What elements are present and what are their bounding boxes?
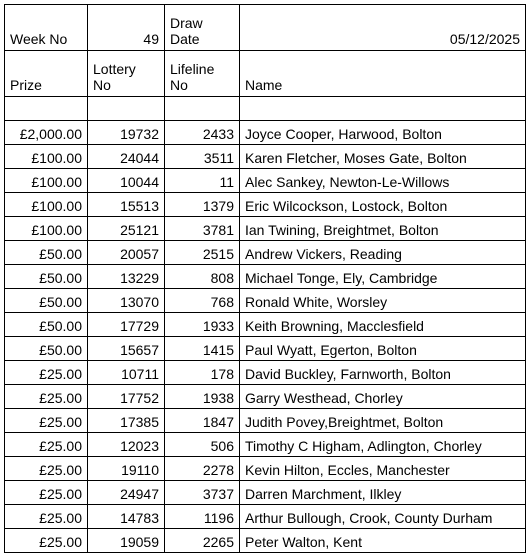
table-row: [5, 193, 526, 217]
prize-cell: £25.00: [5, 481, 88, 505]
lottery-no-cell: 10711: [88, 361, 165, 385]
prize-cell: £100.00: [5, 217, 88, 241]
name-cell: Alec Sankey, Newton-Le-Willows: [240, 169, 526, 193]
prize-cell: £100.00: [5, 145, 88, 169]
name-cell: Joyce Cooper, Harwood, Bolton: [240, 121, 526, 145]
lottery-header-line-1: Lottery: [93, 61, 136, 77]
name-cell: David Buckley, Farnworth, Bolton: [240, 361, 526, 385]
draw-date-value: 05/12/2025: [240, 5, 526, 51]
name-cell: Peter Walton, Kent: [240, 529, 526, 553]
name-cell: Andrew Vickers, Reading: [240, 241, 526, 265]
lifeline-no-cell: 2278: [165, 457, 240, 481]
header-row-columns: [5, 51, 526, 97]
draw-date-label-line-2: Date: [170, 31, 200, 47]
name-cell: Eric Wilcockson, Lostock, Bolton: [240, 193, 526, 217]
lifeline-no-cell: 2433: [165, 121, 240, 145]
prize-cell: £25.00: [5, 433, 88, 457]
lifeline-header-line-1: Lifeline: [170, 61, 215, 77]
lottery-no-cell: 20057: [88, 241, 165, 265]
table-row: [5, 289, 526, 313]
lifeline-no-cell: 1933: [165, 313, 240, 337]
lottery-no-cell: 13229: [88, 265, 165, 289]
lottery-no-cell: 25121: [88, 217, 165, 241]
prize-cell: £50.00: [5, 313, 88, 337]
table-row: [5, 313, 526, 337]
results-table: [4, 4, 526, 553]
lifeline-no-cell: 1847: [165, 409, 240, 433]
lifeline-no-cell: 506: [165, 433, 240, 457]
name-cell: Arthur Bullough, Crook, County Durham: [240, 505, 526, 529]
prize-cell: £50.00: [5, 337, 88, 361]
table-row: [5, 361, 526, 385]
name-cell: Ronald White, Worsley: [240, 289, 526, 313]
lifeline-no-cell: 1415: [165, 337, 240, 361]
prize-cell: £25.00: [5, 529, 88, 553]
week-label: Week No: [5, 5, 88, 51]
table-row: [5, 217, 526, 241]
lottery-no-header: [88, 51, 165, 97]
name-cell: Garry Westhead, Chorley: [240, 385, 526, 409]
name-header: Name: [240, 51, 526, 97]
prize-cell: £100.00: [5, 193, 88, 217]
name-cell: Paul Wyatt, Egerton, Bolton: [240, 337, 526, 361]
blank-cell: [5, 97, 88, 121]
lottery-no-cell: 12023: [88, 433, 165, 457]
lifeline-header-line-2: No: [170, 77, 188, 93]
lottery-no-cell: 17752: [88, 385, 165, 409]
prize-header: Prize: [5, 51, 88, 97]
table-row: [5, 529, 526, 553]
lifeline-no-cell: 1196: [165, 505, 240, 529]
prize-cell: £50.00: [5, 289, 88, 313]
draw-date-label: [165, 5, 240, 51]
lottery-no-cell: 15513: [88, 193, 165, 217]
lottery-no-cell: 19110: [88, 457, 165, 481]
lottery-no-cell: 17385: [88, 409, 165, 433]
prize-cell: £25.00: [5, 409, 88, 433]
name-cell: Ian Twining, Breightmet, Bolton: [240, 217, 526, 241]
lifeline-no-header: [165, 51, 240, 97]
name-cell: Keith Browning, Macclesfield: [240, 313, 526, 337]
table-row: [5, 481, 526, 505]
prize-cell: £50.00: [5, 241, 88, 265]
prize-cell: £50.00: [5, 265, 88, 289]
prize-cell: £25.00: [5, 457, 88, 481]
name-cell: Karen Fletcher, Moses Gate, Bolton: [240, 145, 526, 169]
lottery-no-cell: 17729: [88, 313, 165, 337]
table-row: [5, 265, 526, 289]
lifeline-no-cell: 178: [165, 361, 240, 385]
lifeline-no-cell: 3737: [165, 481, 240, 505]
blank-cell: [165, 97, 240, 121]
name-cell: Timothy C Higham, Adlington, Chorley: [240, 433, 526, 457]
blank-row: [5, 97, 526, 121]
name-cell: Kevin Hilton, Eccles, Manchester: [240, 457, 526, 481]
header-row-week: [5, 5, 526, 51]
lottery-no-cell: 13070: [88, 289, 165, 313]
lifeline-no-cell: 1379: [165, 193, 240, 217]
lottery-no-cell: 14783: [88, 505, 165, 529]
lifeline-no-cell: 2515: [165, 241, 240, 265]
lifeline-no-cell: 768: [165, 289, 240, 313]
lottery-no-cell: 24044: [88, 145, 165, 169]
lottery-no-cell: 15657: [88, 337, 165, 361]
lottery-no-cell: 19732: [88, 121, 165, 145]
table-row: [5, 385, 526, 409]
lottery-no-cell: 24947: [88, 481, 165, 505]
table-row: [5, 241, 526, 265]
table-row: [5, 505, 526, 529]
blank-cell: [240, 97, 526, 121]
name-cell: Darren Marchment, Ilkley: [240, 481, 526, 505]
lifeline-no-cell: 2265: [165, 529, 240, 553]
prize-cell: £2,000.00: [5, 121, 88, 145]
prize-cell: £25.00: [5, 361, 88, 385]
lifeline-no-cell: 808: [165, 265, 240, 289]
table-row: [5, 169, 526, 193]
prize-cell: £25.00: [5, 385, 88, 409]
table-row: [5, 433, 526, 457]
lottery-no-cell: 19059: [88, 529, 165, 553]
blank-cell: [88, 97, 165, 121]
table-row: [5, 121, 526, 145]
week-value: 49: [88, 5, 165, 51]
lifeline-no-cell: 11: [165, 169, 240, 193]
table-row: [5, 337, 526, 361]
lifeline-no-cell: 1938: [165, 385, 240, 409]
prize-cell: £25.00: [5, 505, 88, 529]
lifeline-no-cell: 3781: [165, 217, 240, 241]
lifeline-no-cell: 3511: [165, 145, 240, 169]
lottery-header-line-2: No: [93, 77, 111, 93]
prize-cell: £100.00: [5, 169, 88, 193]
lottery-no-cell: 10044: [88, 169, 165, 193]
table-row: [5, 457, 526, 481]
table-row: [5, 145, 526, 169]
table-row: [5, 409, 526, 433]
draw-date-label-line-1: Draw: [170, 15, 203, 31]
name-cell: Michael Tonge, Ely, Cambridge: [240, 265, 526, 289]
name-cell: Judith Povey,Breightmet, Bolton: [240, 409, 526, 433]
